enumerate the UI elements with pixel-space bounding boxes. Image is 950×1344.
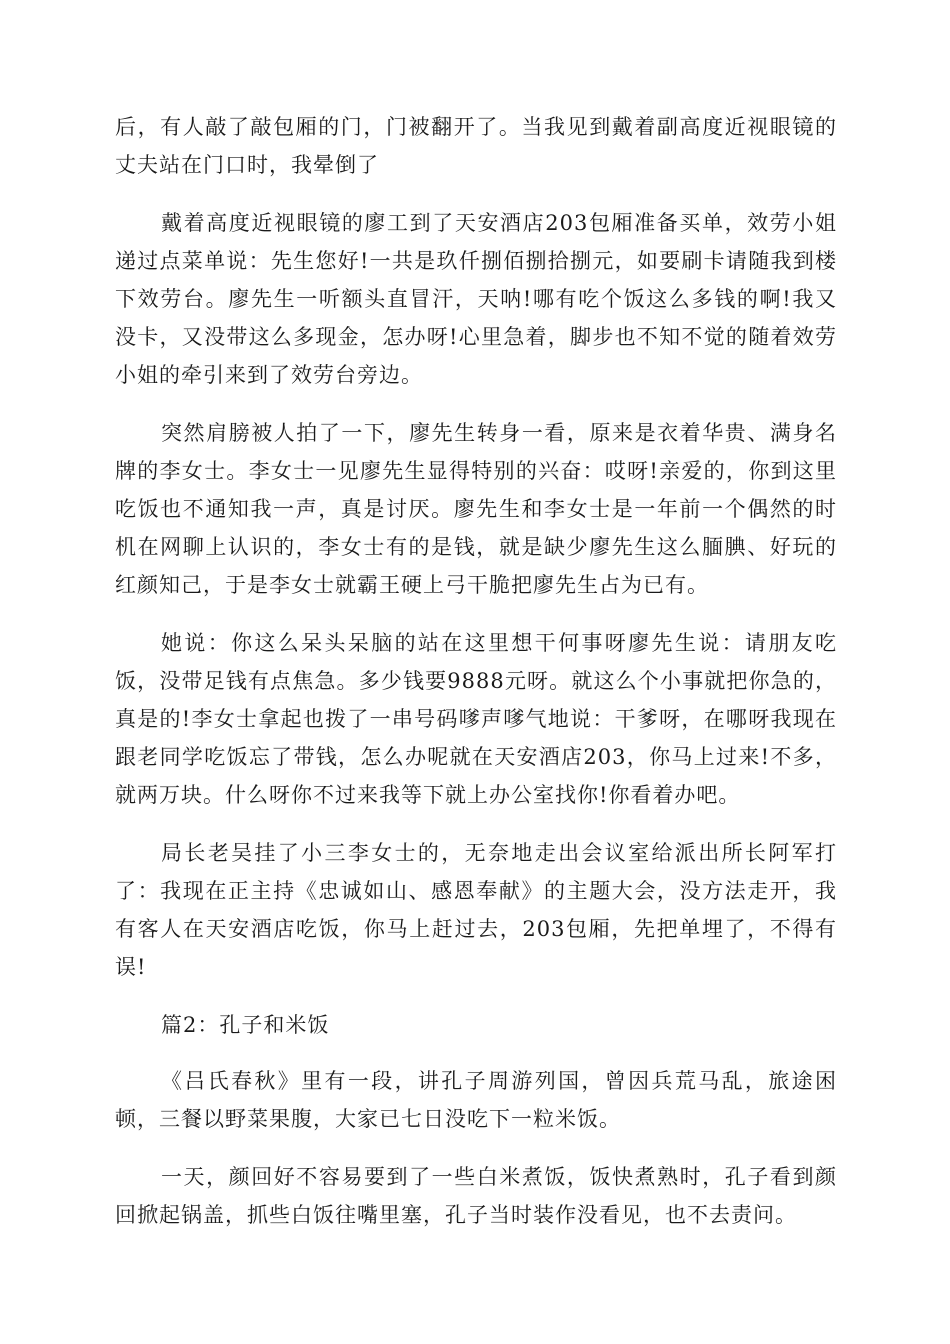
document-body xyxy=(115,108,837,1254)
paragraph: 后，有人敲了敲包厢的门，门被翻开了。当我见到戴着副高度近视眼镜的丈夫站在门口时，我晕倒了 xyxy=(115,115,837,177)
paragraph: 突然肩膀被人拍了一下，廖先生转身一看，原来是衣着华贵、满身名牌的李女士。李女士一见廖先生显得特别的兴奋：哎呀!亲爱的，你到这里吃饭也不通知我一声，真是讨厌。廖先生和李女士是一年前一个偶然的时机在网聊上认识的，李女士有的是钱，就是缺少廖先生这么腼腆、好玩的红颜知己，于是李女士就霸王硬上弓干脆把廖先生占为已有。 xyxy=(115,421,837,597)
paragraph: 戴着高度近视眼镜的廖工到了天安酒店203包厢准备买单，效劳小姐递过点菜单说：先生您好!一共是玖仟捌佰捌拾捌元，如要刷卡请随我到楼下效劳台。廖先生一听额头直冒汗，天呐!哪有吃个饭这么多钱的啊!我又没卡，又没带这么多现金，怎办呀!心里急着，脚步也不知不觉的随着效劳小姐的牵引来到了效劳台旁边。 xyxy=(115,211,837,387)
section-heading: 篇2：孔子和米饭 xyxy=(161,1013,330,1037)
paragraph: 一天，颜回好不容易要到了一些白米煮饭，饭快煮熟时，孔子看到颜回掀起锅盖，抓些白饭往嘴里塞，孔子当时装作没看见，也不去责问。 xyxy=(115,1165,837,1227)
paragraph: 《吕氏春秋》里有一段，讲孔子周游列国，曾因兵荒马乱，旅途困顿，三餐以野菜果腹，大家已七日没吃下一粒米饭。 xyxy=(115,1069,837,1131)
paragraph: 局长老吴挂了小三李女士的，无奈地走出会议室给派出所长阿军打了：我现在正主持《忠诚如山、感恩奉献》的主题大会，没方法走开，我有客人在天安酒店吃饭，你马上赶过去，203包厢，先把单埋了，不得有误! xyxy=(115,841,837,979)
paragraph: 她说：你这么呆头呆脑的站在这里想干何事呀廖先生说：请朋友吃饭，没带足钱有点焦急。多少钱要9888元呀。就这么个小事就把你急的，真是的!李女士拿起也拨了一串号码嗲声嗲气地说：干爹呀，在哪呀我现在跟老同学吃饭忘了带钱，怎么办呢就在天安酒店203，你马上过来!不多，就两万块。什么呀你不过来我等下就上办公室找你!你看着办吧。 xyxy=(115,631,837,807)
